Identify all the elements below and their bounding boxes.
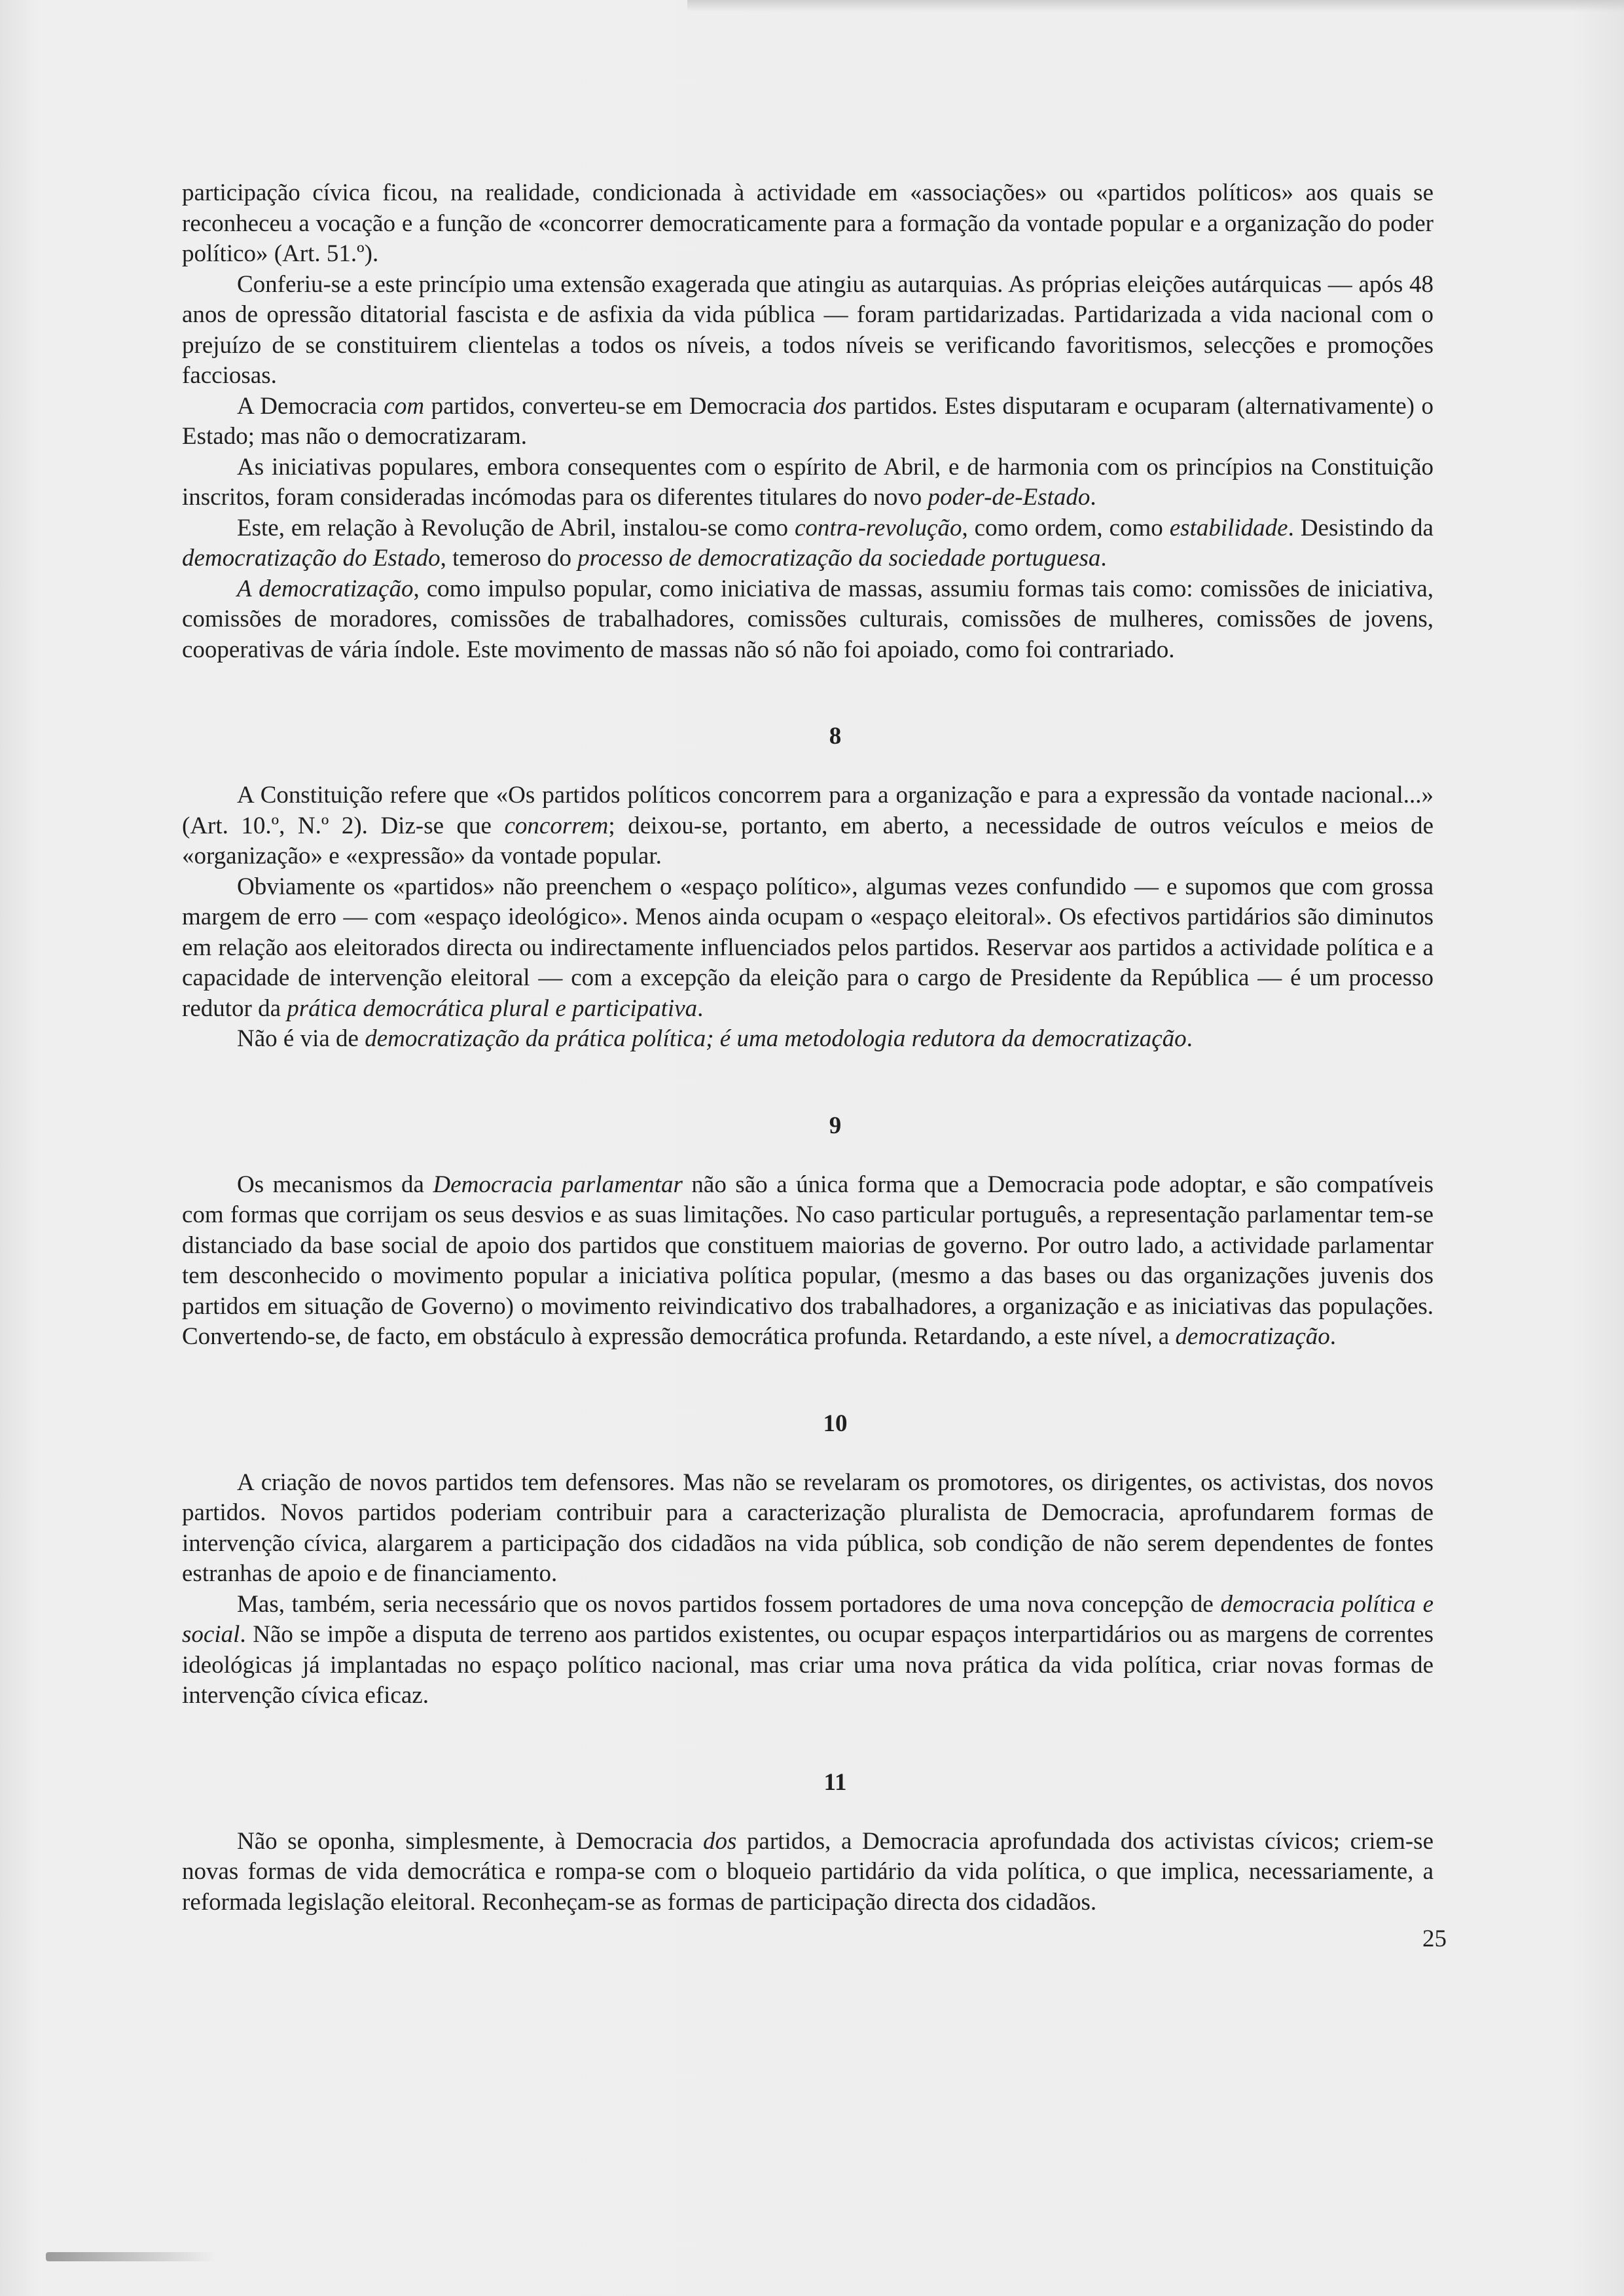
text-run: partidos. Estes disputaram e ocuparam (alternativamente) o Estado; mas não o democratizaram. xyxy=(182,392,1434,450)
section-number: 11 xyxy=(823,1768,847,1796)
italic-text: prática democrática plural e participativa xyxy=(287,994,698,1022)
text-run: Obviamente os «partidos» não preenchem o «espaço político», algumas vezes confundido — e supomos que com grossa margem de erro — com «espaço ideológico». Menos ainda ocupam o «espaço eleitoral». Os efectivos partidários são diminutos em relação aos eleitorados directa ou indirectamente influenciados pelos partidos. Reservar aos partidos a actividade política e a capacidade de intervenção eleitoral — com a excepção da eleição para o cargo de Presidente da República — é um processo redutor da xyxy=(182,873,1434,1022)
section-spacer xyxy=(182,1055,1434,1111)
section-spacer xyxy=(182,1439,1434,1468)
italic-text: contra-revolução xyxy=(794,514,962,541)
section-spacer xyxy=(182,1798,1434,1827)
italic-text: concorrem xyxy=(504,812,609,839)
text-run: Mas, também, seria necessário que os novos partidos fossem portadores de uma nova concepção de xyxy=(237,1590,1221,1618)
page-number: 25 xyxy=(1422,1925,1447,1952)
text-run: . Não se impõe a disputa de terreno aos partidos existentes, ou ocupar espaços interpartidários ou as margens de correntes ideológicas já implantadas no espaço político nacional, mas criar uma nova prática da vida política, criar novas formas de intervenção cívica eficaz. xyxy=(182,1621,1434,1709)
text-run: Conferiu-se a este princípio uma extensão exagerada que atingiu as autarquias. As próprias eleições autárquicas — após 48 anos de opressão ditatorial fascista e de asfixia da vida pública — foram partidarizadas. Partidarizada a vida nacional com o prejuízo de se constituirem clientelas a todos os níveis, a todos níveis se verificando favoritismos, selecções e promoções facciosas. xyxy=(182,270,1434,389)
italic-text: democratização do Estado xyxy=(182,545,441,572)
text-run: . xyxy=(1186,1025,1193,1052)
italic-text: democratização xyxy=(1175,1323,1330,1350)
text-run: , como impulso popular, como iniciativa de massas, assumiu formas tais como: comissões de iniciativa, comissões de moradores, comissões de trabalhadores, comissões culturais, comissões de mulheres, comissões de jovens, cooperativas de vária índole. Este movimento de massas não só não foi apoiado, como foi contrariado. xyxy=(182,575,1434,663)
text-run: não são a única forma que a Democracia pode adoptar, e são compatíveis com formas que corrijam os seus desvios e as suas limitações. No caso particular português, a representação parlamentar tem-se distanciado da base social de apoio dos partidos que constituem maiorias de governo. Por outro lado, a actividade parlamentar tem desconhecido o movimento popular a iniciativa política popular, (mesmo a das bases ou das organizações juvenis dos partidos em situação de Governo) o movimento reivindicativo dos trabalhadores, a organização e as iniciativas das populações. Convertendo-se, de facto, em obstáculo à expressão democrática profunda. Retardando, a este nível, a xyxy=(182,1171,1434,1350)
text-run: Não é via de xyxy=(237,1025,365,1052)
text-run: participação cívica ficou, na realidade, condicionada à actividade em «associações» ou «partidos políticos» aos quais se reconheceu a vocação e a função de «concorrer democraticamente para a formação da vontade popular e a organização do poder político» (Art. 51.º). xyxy=(182,179,1434,267)
text-run: ; deixou-se, portanto, em aberto, a necessidade de outros veículos e meios de «organização» e «expressão» da vontade popular. xyxy=(182,812,1434,869)
text-run: As iniciativas populares, embora consequentes com o espírito de Abril, e de harmonia com os princípios na Constituição inscritos, foram consideradas incómodas para os diferentes titulares do novo xyxy=(182,453,1434,511)
paragraph xyxy=(182,1170,1434,1353)
text-run: A criação de novos partidos tem defensores. Mas não se revelaram os promotores, os dirigentes, os activistas, dos novos partidos. Novos partidos poderiam contribuir para a caracterização pluralista de Democracia, aprofundarem formas de intervenção cívica, alargarem a participação dos cidadãos na vida pública, sob condição de não serem dependentes de fontes estranhas de apoio e de financiamento. xyxy=(182,1468,1434,1587)
page-top-shadow xyxy=(687,0,1624,12)
italic-text: com xyxy=(384,392,425,420)
paragraph xyxy=(182,574,1434,666)
paragraph xyxy=(182,513,1434,574)
text-run: A Constituição refere que «Os partidos políticos concorrem para a organização e para a expressão da vontade nacional...» (Art. 10.º, N.º 2). Diz-se que xyxy=(182,782,1434,839)
section-spacer xyxy=(182,752,1434,780)
body-text xyxy=(182,178,1434,1918)
section-number: 10 xyxy=(823,1410,848,1437)
paragraph xyxy=(182,452,1434,513)
paragraph xyxy=(182,1590,1434,1711)
text-run: . Desistindo da xyxy=(1288,514,1434,541)
paragraph xyxy=(182,178,1434,270)
paragraph xyxy=(182,392,1434,452)
paragraph xyxy=(182,780,1434,872)
paragraph xyxy=(182,1827,1434,1918)
paragraph xyxy=(182,1024,1434,1055)
italic-text: poder-de-Estado xyxy=(928,484,1091,511)
paragraph xyxy=(182,1468,1434,1590)
italic-text: democracia política e social xyxy=(182,1590,1434,1648)
text-run: partidos, a Democracia aprofundada dos activistas cívicos; criem-se novas formas de vida democrática e rompa-se com o bloqueio partidário da vida política, o que implica, necessariamente, a reformada legislação eleitoral. Reconheçam-se as formas de participação directa dos cidadãos. xyxy=(182,1827,1434,1916)
section-spacer xyxy=(182,665,1434,721)
text-run: , temeroso do xyxy=(440,545,578,572)
italic-text: A democratização xyxy=(237,575,414,602)
text-run: . xyxy=(1100,545,1107,572)
section-number: 8 xyxy=(829,723,842,750)
italic-text: dos xyxy=(702,1827,737,1855)
paragraph xyxy=(182,872,1434,1025)
text-run: Este, em relação à Revolução de Abril, instalou-se como xyxy=(237,514,795,541)
text-run: . xyxy=(1329,1323,1337,1350)
italic-text: democratização da prática política; é uma metodologia redutora da democratização xyxy=(365,1025,1187,1052)
text-run: . xyxy=(1090,484,1096,511)
text-run: Não se oponha, simplesmente, à Democracia xyxy=(237,1827,703,1855)
section-spacer xyxy=(182,1353,1434,1409)
text-run: A Democracia xyxy=(237,392,384,420)
italic-text: processo de democratização da sociedade portuguesa xyxy=(577,545,1101,572)
section-number: 9 xyxy=(829,1112,842,1139)
paragraph xyxy=(182,270,1434,392)
text-run: . xyxy=(697,994,704,1022)
text-run: Os mecanismos da xyxy=(237,1171,433,1198)
text-run: partidos, converteu-se em Democracia xyxy=(424,392,814,420)
italic-text: Democracia parlamentar xyxy=(433,1171,683,1198)
italic-text: dos xyxy=(813,392,847,420)
scan-edge-mark xyxy=(46,2252,216,2261)
text-run: , como ordem, como xyxy=(962,514,1170,541)
section-spacer xyxy=(182,1141,1434,1170)
italic-text: estabilidade xyxy=(1169,514,1288,541)
section-spacer xyxy=(182,1711,1434,1768)
